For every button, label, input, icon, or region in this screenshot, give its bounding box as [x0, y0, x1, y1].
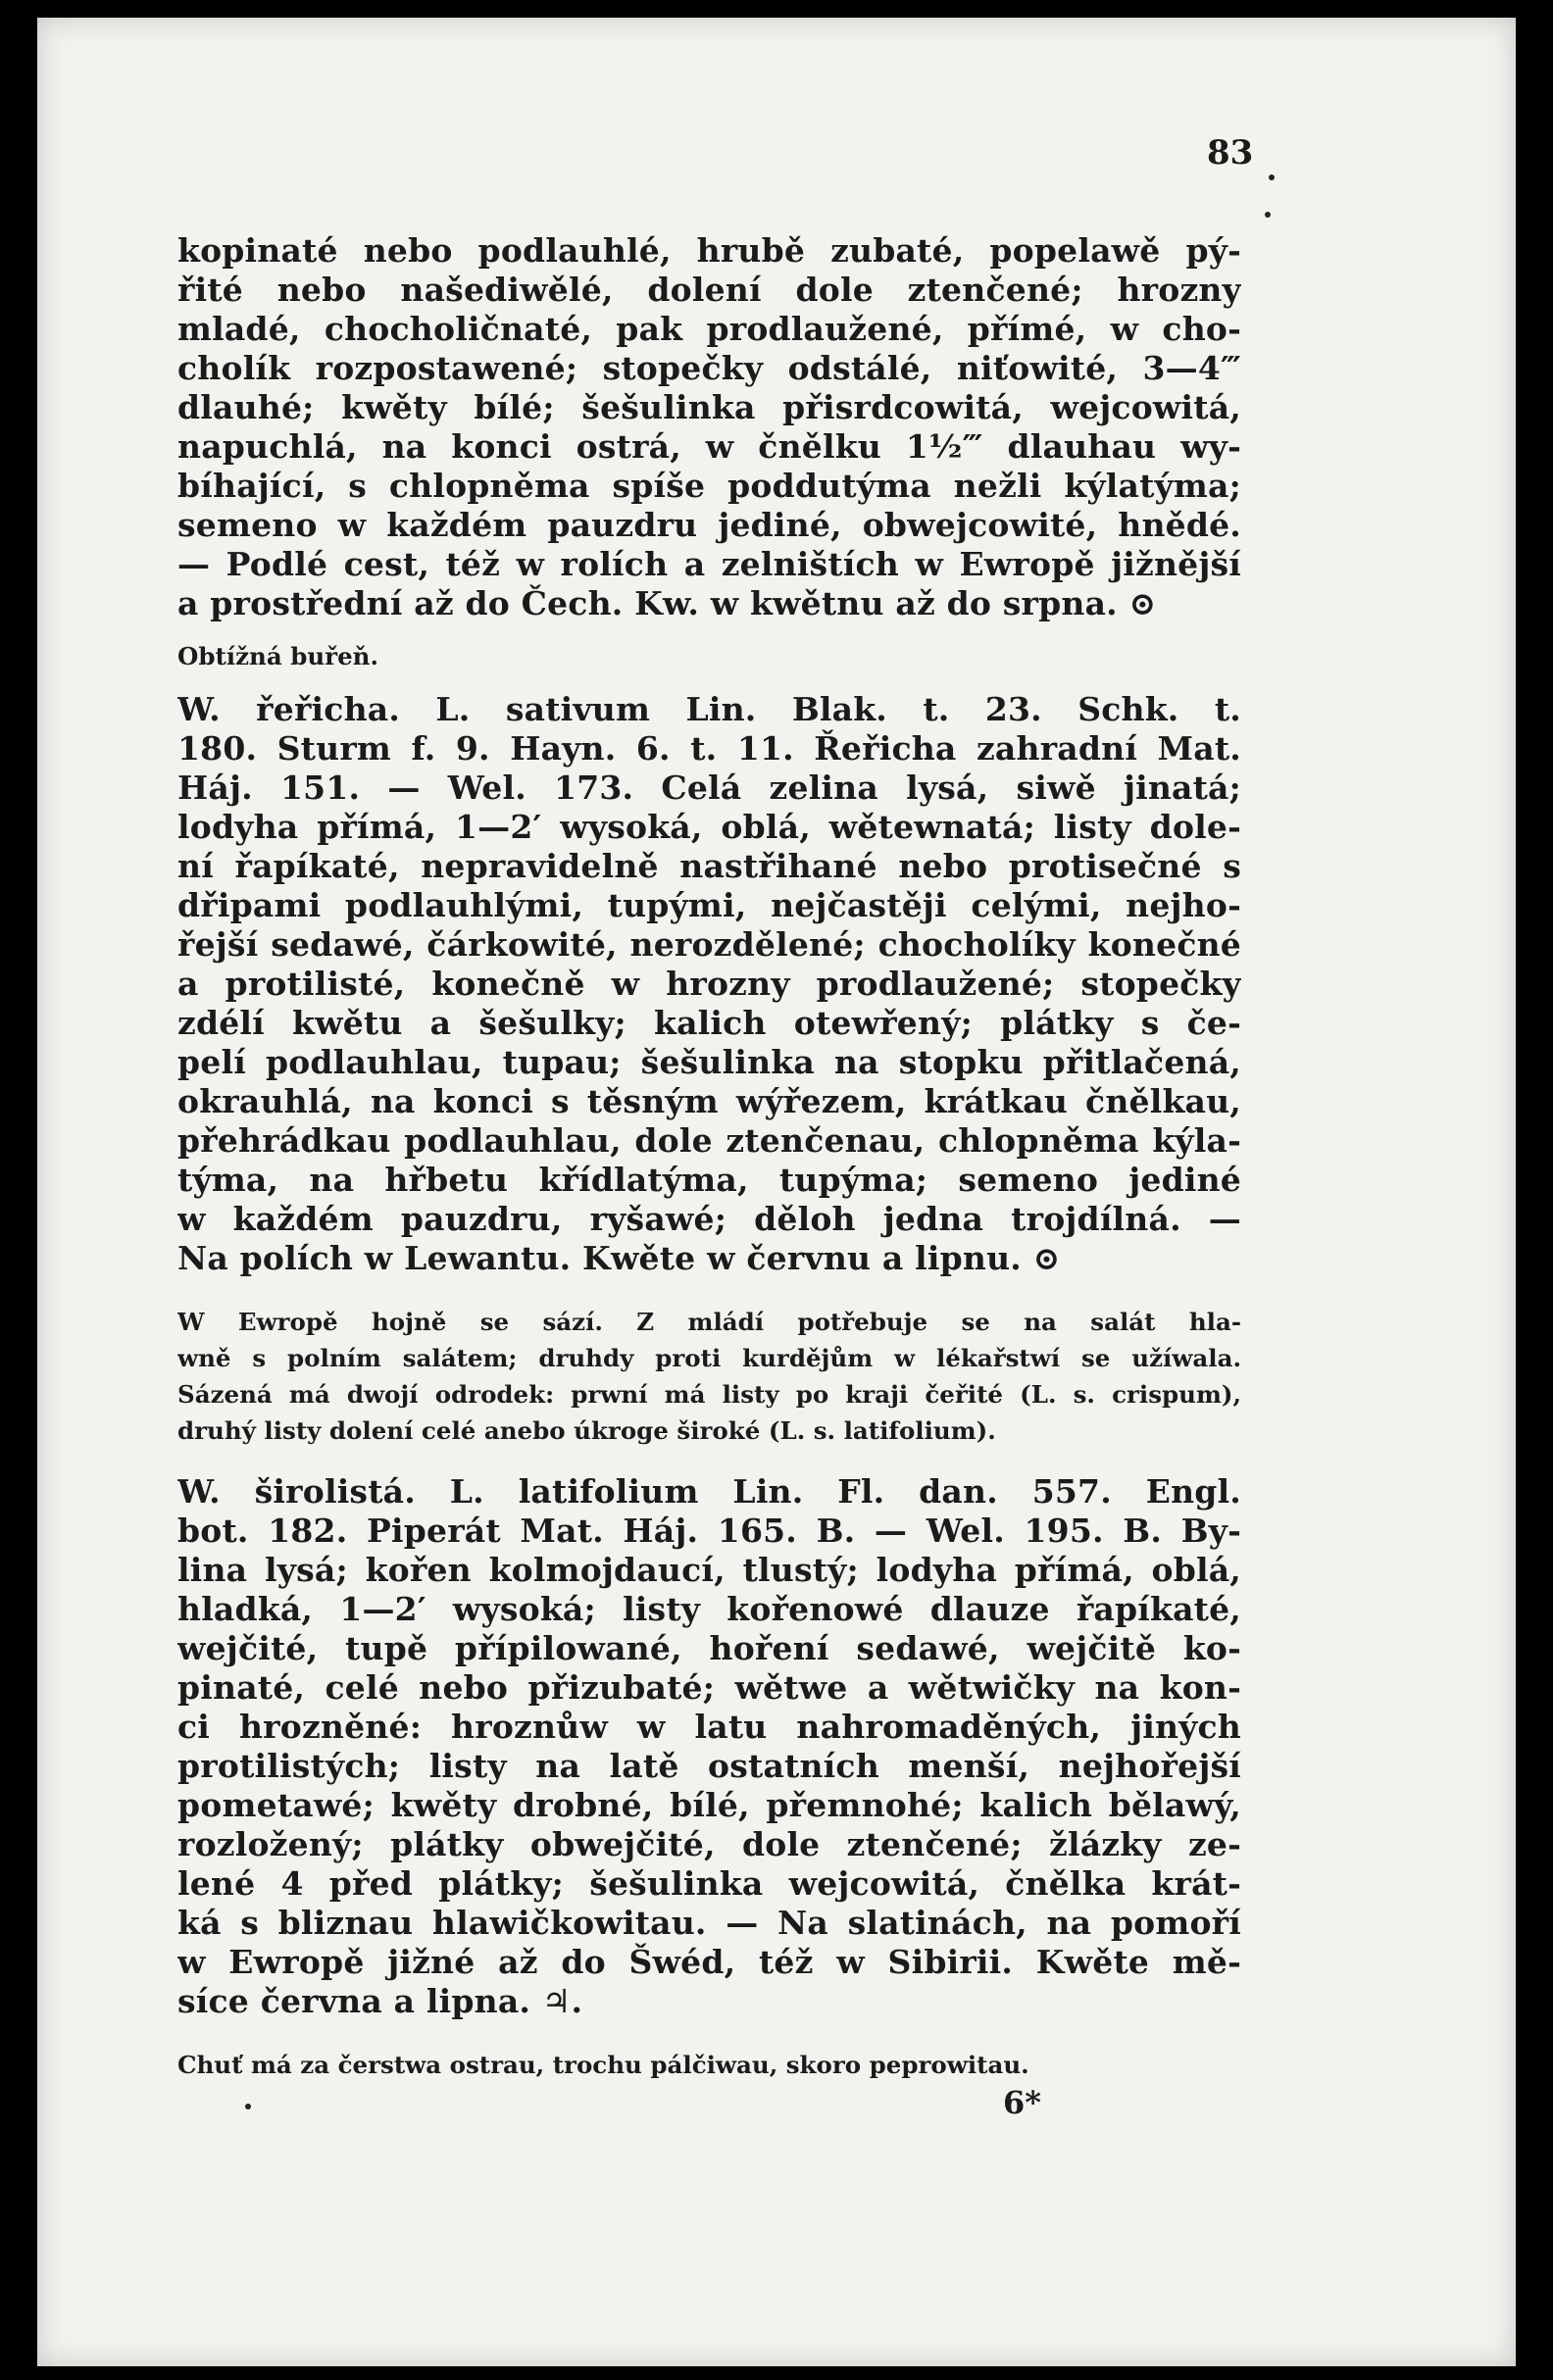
note-2: [177, 1304, 1241, 1449]
text-line: — Podlé cest, též w rolích a zelništích w Ewropě jižnější: [177, 545, 1241, 583]
text-line: pinaté, celé nebo přizubaté; wětwe a wětwičky na kon-: [177, 1668, 1241, 1707]
text-line: a protilisté, konečně w hrozny prodlaužené; stopečky: [177, 965, 1241, 1003]
text-line: W. širolistá. L. latifolium Lin. Fl. dan. 557. Engl.: [177, 1472, 1241, 1511]
text-line: w Ewropě jižné až do Šwéd, též w Sibirii. Kwěte mě-: [177, 1943, 1241, 1981]
paragraph-2: [177, 690, 1241, 1278]
text-line: wně s polním salátem; druhdy proti kurdějům w lékařstwí se užíwala.: [177, 1344, 1241, 1372]
book-page: [37, 18, 1516, 2366]
text-line: mladé, chocholičnaté, pak prodlaužené, přímé, w cho-: [177, 310, 1241, 348]
speck: [245, 2104, 251, 2109]
text-line: dlauhé; kwěty bílé; šešulinka přisrdcowitá, wejcowitá,: [177, 388, 1241, 426]
text-line: pometawé; kwěty drobné, bílé, přemnohé; kalich bělawý,: [177, 1786, 1241, 1824]
text-line: řité nebo našediwělé, dolení dole ztenčené; hrozny: [177, 271, 1241, 309]
text-line: W Ewropě hojně se sází. Z mládí potřebuje se na salát hla-: [177, 1308, 1241, 1336]
text-line: 180. Sturm f. 9. Hayn. 6. t. 11. Řeřicha zahradní Mat.: [177, 729, 1241, 768]
text-line: lina lysá; kořen kolmojdaucí, tlustý; lodyha přímá, oblá,: [177, 1551, 1241, 1589]
note-3: [177, 2047, 1241, 2083]
text-line: wejčité, tupě přípilowané, hoření sedawé, wejčitě ko-: [177, 1629, 1241, 1667]
text-line: kopinaté nebo podlauhlé, hrubě zubaté, popelawě pý-: [177, 231, 1241, 270]
signature-mark: 6*: [1003, 2084, 1041, 2121]
text-line: Chuť má za čerstwa ostrau, trochu pálčiwau, skoro peprowitau.: [177, 2051, 1029, 2079]
text-line: zdélí kwětu a šešulky; kalich otewřený; plátky s če-: [177, 1004, 1241, 1042]
text-line: ká s bliznau hlawičkowitau. — Na slatinách, na pomoří: [177, 1904, 1241, 1942]
text-line: ní řapíkaté, nepravidelně nastřihané nebo protisečné s: [177, 847, 1241, 885]
text-line: lené 4 před plátky; šešulinka wejcowitá, čnělka krát-: [177, 1864, 1241, 1903]
text-line: síce června a lipna. ♃.: [177, 1982, 583, 2020]
text-line: okrauhlá, na konci s těsným wýřezem, krátkau čnělkau,: [177, 1082, 1241, 1120]
text-line: protilistých; listy na latě ostatních menší, nejhořejší: [177, 1747, 1241, 1785]
text-line: lodyha přímá, 1—2′ wysoká, oblá, wětewnatá; listy dole-: [177, 808, 1241, 846]
paragraph-1: [177, 231, 1241, 623]
text-line: řejší sedawé, čárkowité, nerozdělené; chocholíky konečné: [177, 925, 1241, 964]
text-line: přehrádkau podlauhlau, dole ztenčenau, chlopněma kýla-: [177, 1121, 1241, 1160]
text-line: dřipami podlauhlými, tupými, nejčastěji celými, nejho-: [177, 886, 1241, 924]
text-line: ci hrozněné: hroznůw w latu nahromaděných, jiných: [177, 1708, 1241, 1746]
text-line: Háj. 151. — Wel. 173. Celá zelina lysá, siwě jinatá;: [177, 769, 1241, 807]
text-line: cholík rozpostawené; stopečky odstálé, niťowité, 3—4‴: [177, 349, 1241, 387]
text-line: druhý listy dolení celé anebo úkroge široké (L. s. latifolium).: [177, 1416, 996, 1445]
text-line: týma, na hřbetu křídlatýma, tupýma; semeno jediné: [177, 1161, 1241, 1199]
text-line: pelí podlauhlau, tupau; šešulinka na stopku přitlačená,: [177, 1043, 1241, 1081]
text-line: w každém pauzdru, ryšawé; děloh jedna trojdílná. —: [177, 1200, 1241, 1238]
paragraph-3: [177, 1472, 1241, 2021]
text-line: napuchlá, na konci ostrá, w čnělku 1½‴ dlauhau wy-: [177, 427, 1241, 466]
text-line: Sázená má dwojí odrodek: prwní má listy po kraji čeřité (L. s. crispum),: [177, 1380, 1241, 1409]
text-line: rozložený; plátky obwejčité, dole ztenčené; žlázky ze-: [177, 1825, 1241, 1863]
speck: [1265, 212, 1271, 218]
text-line: a prostřední až do Čech. Kw. w kwětnu až do srpna. ⊙: [177, 584, 1157, 622]
text-line: Obtížná buřeň.: [177, 642, 379, 670]
speck: [1269, 174, 1275, 180]
text-line: W. řeřicha. L. sativum Lin. Blak. t. 23. Schk. t.: [177, 690, 1241, 728]
text-line: Na polích w Lewantu. Kwěte w červnu a lipnu. ⊙: [177, 1239, 1061, 1277]
text-line: bot. 182. Piperát Mat. Háj. 165. B. — Wel. 195. B. By-: [177, 1512, 1241, 1550]
text-line: bíhající, s chlopněma spíše poddutýma nežli kýlatýma;: [177, 467, 1241, 505]
text-line: semeno w každém pauzdru jediné, obwejcowité, hnědé.: [177, 506, 1241, 544]
note-1: [177, 638, 1241, 674]
text-line: hladká, 1—2′ wysoká; listy kořenowé dlauze řapíkaté,: [177, 1590, 1241, 1628]
page-number: 83: [1207, 133, 1254, 173]
